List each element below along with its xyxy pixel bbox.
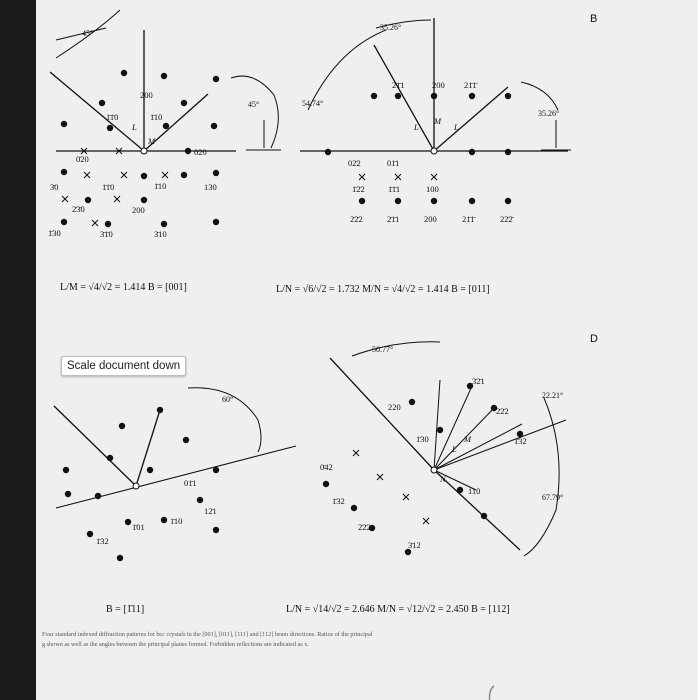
spot xyxy=(469,93,475,99)
spot-label: 200 xyxy=(140,90,153,100)
axis-label: M xyxy=(434,116,442,126)
spot-label: 2̄2̄2 xyxy=(350,214,363,224)
equation: B = [1̄11] xyxy=(106,604,145,615)
spot xyxy=(61,121,67,127)
spot xyxy=(437,427,443,433)
spot-label: 3̄12 xyxy=(408,540,421,550)
spot-label: 1̄1̄0 xyxy=(102,182,115,192)
spot-label: 3̄1̄0 xyxy=(100,229,113,239)
spot-label: 020 xyxy=(194,147,207,157)
spot-label: 2̄2̄2 xyxy=(496,406,509,416)
spot xyxy=(323,481,329,487)
spot-label: 12̄1 xyxy=(204,506,217,516)
spot xyxy=(161,221,167,227)
spot-label: 2̄1̄1 xyxy=(387,214,400,224)
caption-line: g shown as well as the angles between the principal planes formed. Forbidden reflections are indicated as x. xyxy=(42,641,309,648)
panel-a-pattern xyxy=(48,10,281,293)
spot-label: 220 xyxy=(388,402,401,412)
caption-line: Four standard indexed diffraction patterns for bcc crystals in the [001], [011], [111] and [112] beam directions. Ratios of the principal xyxy=(42,631,373,638)
spot xyxy=(481,513,487,519)
spot xyxy=(107,125,113,131)
spot-label: 1̄10 xyxy=(170,516,183,526)
panel-b-pattern xyxy=(276,18,571,295)
angle-label: 45° xyxy=(248,100,260,109)
diffraction-figure xyxy=(36,0,698,700)
spot-label: 0̄42 xyxy=(320,462,333,472)
spot xyxy=(325,149,331,155)
spot xyxy=(213,170,219,176)
angle-label: 54.74° xyxy=(302,99,324,108)
axis-label: M xyxy=(464,434,472,444)
spot-label: 1̄1̄0 xyxy=(106,112,119,122)
spot-label: 1̄01 xyxy=(132,522,145,532)
axis-label: M xyxy=(148,136,156,146)
spot xyxy=(147,467,153,473)
spot xyxy=(161,517,167,523)
spot-label: 3̄0 xyxy=(50,182,59,192)
spot-label: 1̄10 xyxy=(154,181,167,191)
spot xyxy=(157,407,163,413)
panel-d-pattern xyxy=(286,342,566,615)
spot xyxy=(121,70,127,76)
spot-label: 200 xyxy=(432,80,445,90)
equation: L/M = √4/√2 = 1.414 B = [001] xyxy=(60,282,187,293)
spot-label: 2̄2̄2 xyxy=(358,522,371,532)
angle-label: 22.21° xyxy=(542,391,564,400)
angle-label: 35.26° xyxy=(380,23,402,32)
spot xyxy=(359,198,365,204)
spot xyxy=(63,467,69,473)
spot xyxy=(107,455,113,461)
spot xyxy=(213,219,219,225)
spot xyxy=(371,93,377,99)
spot xyxy=(213,467,219,473)
spot xyxy=(61,219,67,225)
spot xyxy=(141,197,147,203)
spot xyxy=(469,149,475,155)
spot xyxy=(469,198,475,204)
panel-d-spots xyxy=(323,383,523,555)
spot xyxy=(117,555,123,561)
spot-label: 200 xyxy=(132,205,145,215)
spot-label: 200 xyxy=(424,214,437,224)
spot xyxy=(163,123,169,129)
spot xyxy=(85,197,91,203)
spot xyxy=(181,100,187,106)
mouse-cursor-icon xyxy=(488,684,500,700)
spot-label: 02̄2 xyxy=(348,158,361,168)
spot xyxy=(197,497,203,503)
axis-label: L xyxy=(132,122,137,132)
angle-label: 60° xyxy=(222,395,234,404)
angle-label: 67.79° xyxy=(542,493,564,502)
origin xyxy=(431,148,437,154)
spot-label: 1̄10 xyxy=(150,112,163,122)
panel-label-b: B xyxy=(590,13,598,25)
spot-label: 110 xyxy=(468,486,481,496)
spot-label: 1̄32 xyxy=(332,496,345,506)
equation: L/N = √14/√2 = 2.646 M/N = √12/√2 = 2.450 B = [112] xyxy=(286,604,510,615)
scale-document-tooltip: Scale document down xyxy=(61,356,186,376)
spot-label: 100 xyxy=(426,184,439,194)
spot-label: 21̄1̄ xyxy=(464,80,477,90)
spot-label: 1̄2̄2 xyxy=(352,184,365,194)
equation: L/N = √6/√2 = 1.732 M/N = √4/√2 = 1.414 B = [011] xyxy=(276,284,490,295)
document-page xyxy=(36,0,698,700)
spot xyxy=(505,198,511,204)
panel-b-forbidden xyxy=(359,174,437,180)
spot xyxy=(161,73,167,79)
spot xyxy=(105,221,111,227)
spot xyxy=(87,531,93,537)
spot-label: 1̄30 xyxy=(416,434,429,444)
spot xyxy=(505,149,511,155)
spot-label: 3̄10 xyxy=(154,229,167,239)
axis-label: L xyxy=(454,122,459,132)
spot-label: 1̄32 xyxy=(96,536,109,546)
spot xyxy=(505,93,511,99)
spot-label: 0̄20 xyxy=(76,154,89,164)
angle-label: 45° xyxy=(82,29,94,38)
spot xyxy=(395,93,401,99)
spot xyxy=(431,198,437,204)
spot xyxy=(457,487,463,493)
spot-label: 01̄1 xyxy=(387,158,400,168)
spot xyxy=(213,527,219,533)
spot-label: 3̄2̄1 xyxy=(472,376,485,386)
spot xyxy=(183,437,189,443)
spot-label: 130 xyxy=(204,182,217,192)
spot xyxy=(185,148,191,154)
panel-d-forbidden xyxy=(353,450,429,524)
origin xyxy=(133,483,139,489)
spot xyxy=(125,519,131,525)
origin xyxy=(431,467,437,473)
spot xyxy=(181,172,187,178)
spot-label: 2̄3̄0 xyxy=(72,204,85,214)
spot xyxy=(395,198,401,204)
spot xyxy=(211,123,217,129)
axis-label: N xyxy=(440,474,446,484)
origin xyxy=(141,148,147,154)
spot xyxy=(213,76,219,82)
spot-label: 2̄1̄1 xyxy=(392,80,405,90)
spot xyxy=(409,399,415,405)
angle-label: 50.77° xyxy=(372,345,394,354)
spot xyxy=(431,93,437,99)
spot-label: 1̄30 xyxy=(48,228,61,238)
spot xyxy=(119,423,125,429)
spot xyxy=(351,505,357,511)
spot-label: 1̄32 xyxy=(514,436,527,446)
spot xyxy=(141,173,147,179)
panel-label-d: D xyxy=(590,333,598,345)
spot-label: 01̄1 xyxy=(184,478,197,488)
axis-label: L xyxy=(414,122,419,132)
spot-label: 1̄1̄1 xyxy=(388,184,401,194)
spot xyxy=(65,491,71,497)
panel-c-pattern xyxy=(54,388,296,615)
spot-label: 22̄2̄ xyxy=(500,214,513,224)
spot xyxy=(99,100,105,106)
spot-label: 21̄1̄ xyxy=(462,214,475,224)
spot xyxy=(95,493,101,499)
angle-label: 35.26° xyxy=(538,109,560,118)
spot xyxy=(61,169,67,175)
axis-label: L xyxy=(452,444,457,454)
